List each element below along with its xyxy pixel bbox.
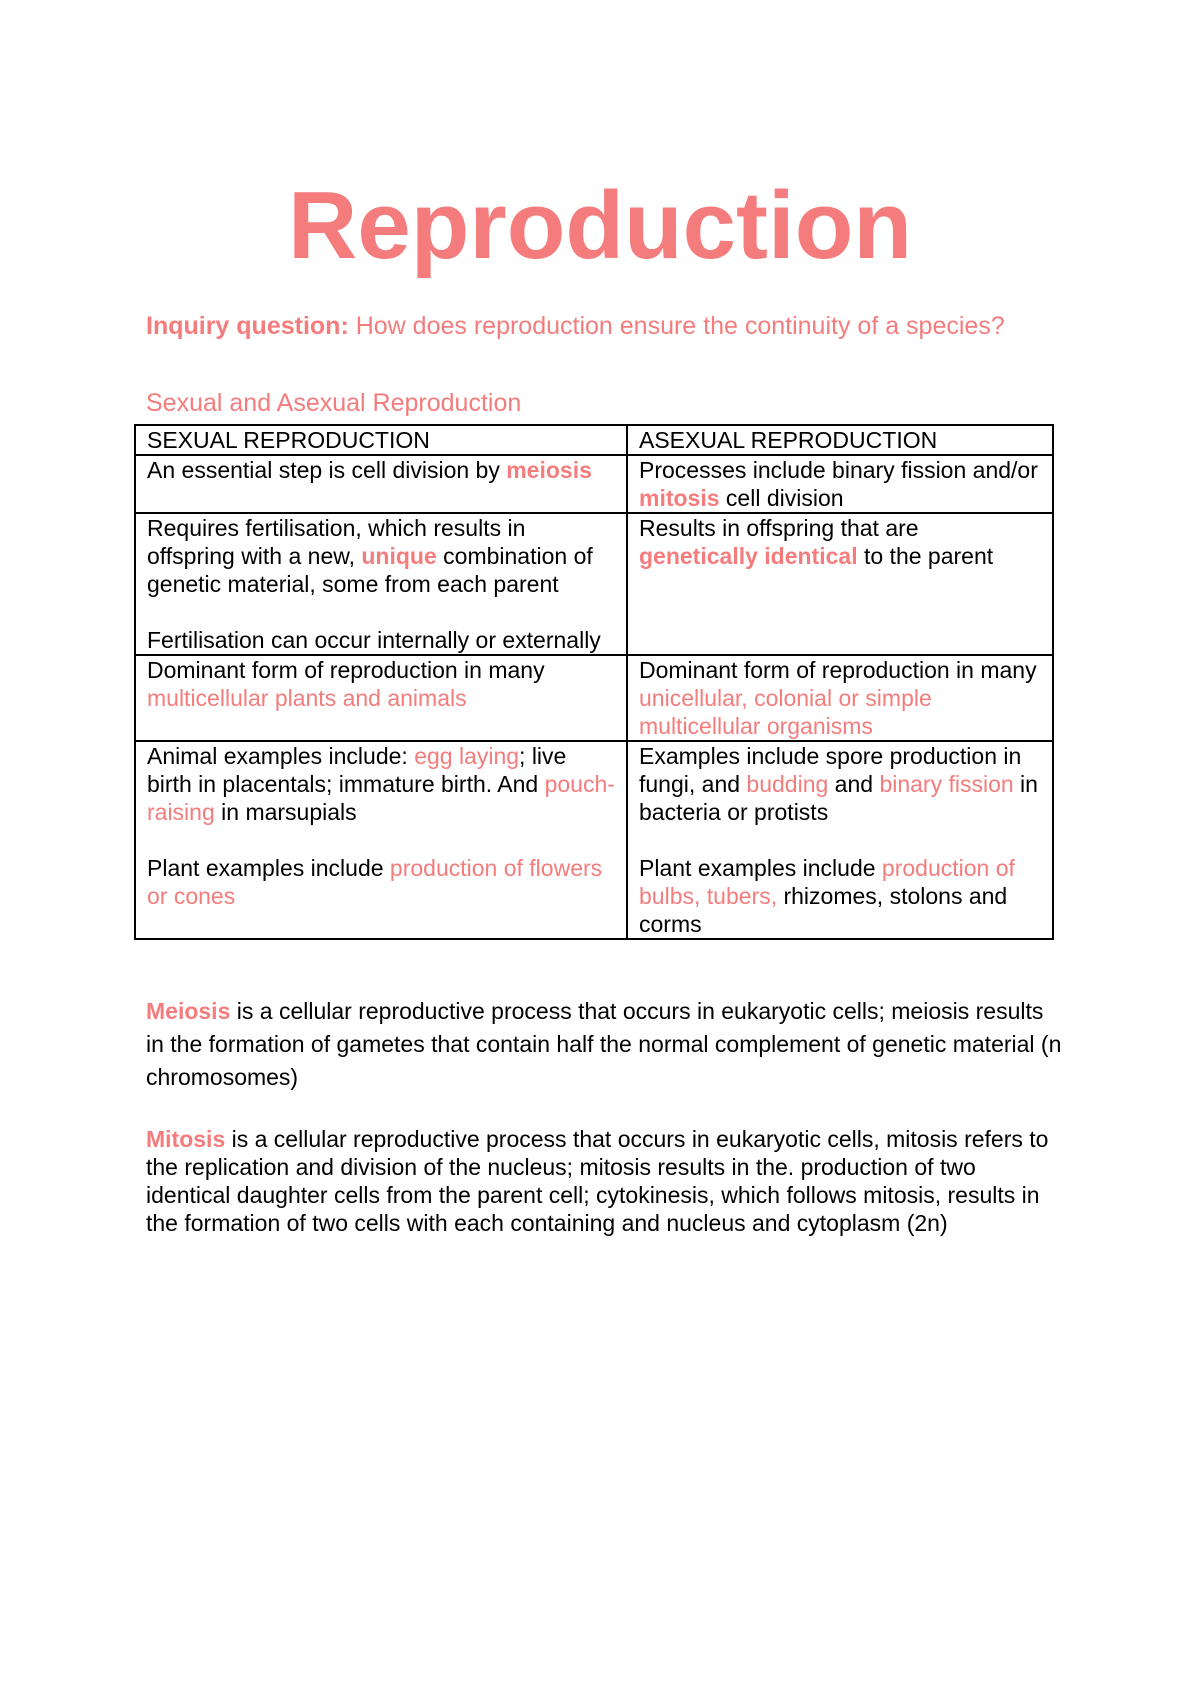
spacer (639, 826, 1042, 854)
table-header-row (135, 425, 1053, 455)
cell-text: An essential step is cell division by (147, 457, 507, 483)
mitosis-term: Mitosis (146, 1126, 226, 1152)
highlight-term: pouch-raising (147, 771, 615, 825)
inquiry-text: How does reproduction ensure the continuity of a species? (348, 312, 1005, 340)
cell-paragraph (639, 854, 1042, 938)
header-asexual: ASEXUAL REPRODUCTION (627, 425, 1053, 455)
page-title: Reproduction (288, 172, 912, 279)
inquiry-label: Inquiry question: (146, 312, 349, 340)
highlight-term: unicellular, colonial or simple multicellular organisms (639, 685, 932, 739)
cell-text: Examples include spore production in fungi, and (639, 743, 1022, 797)
cell-text: to the parent (857, 543, 994, 569)
cell-text: Dominant form of reproduction in many (147, 657, 545, 683)
cell-text: Plant examples include (147, 855, 390, 881)
table-row (135, 455, 1053, 513)
cell-paragraph (639, 742, 1042, 826)
meiosis-text: is a cellular reproductive process that occurs in eukaryotic cells; meiosis results in the formation of gametes that contain half the normal complement of genetic material (n chromosomes) (146, 998, 1062, 1090)
cell-text: and (828, 771, 880, 797)
table-row (135, 655, 1053, 741)
cell-text: combination of genetic material, some from each parent (147, 543, 593, 597)
cell-text: ; live birth in placentals; immature birth. And (147, 743, 567, 797)
cell-text: in bacteria or protists (639, 771, 1038, 825)
table-cell (627, 513, 1053, 655)
mitosis-text: is a cellular reproductive process that occurs in eukaryotic cells, mitosis refers to the replication and division of the nucleus; mitosis results in the. production of two identical daughter cells from the parent cell; cytokinesis, which follows mitosis, results in the formation of two cells with each containing and nucleus and cytoplasm (2n) (146, 1126, 1049, 1236)
inquiry-question (146, 308, 1046, 345)
table-cell (135, 741, 627, 939)
cell-text: Requires fertilisation, which results in offspring with a new, (147, 515, 526, 569)
cell-text: rhizomes, stolons and corms (639, 883, 1008, 937)
cell-text: in marsupials (214, 799, 357, 825)
cell-text: Animal examples include: (147, 743, 415, 769)
cell-paragraph (147, 742, 616, 826)
highlight-term: meiosis (506, 457, 592, 483)
header-sexual: SEXUAL REPRODUCTION (135, 425, 627, 455)
highlight-term: mitosis (639, 485, 720, 511)
mitosis-definition (146, 1125, 1066, 1237)
cell-paragraph (147, 854, 616, 910)
cell-text: Dominant form of reproduction in many (639, 657, 1037, 683)
spacer (147, 826, 616, 854)
highlight-term: egg laying (414, 743, 520, 769)
meiosis-definition (146, 995, 1066, 1094)
highlight-term: production of bulbs, tubers, (639, 855, 1015, 909)
table-row (135, 513, 1053, 655)
spacer (147, 598, 616, 626)
table-cell (135, 655, 627, 741)
table-cell (627, 741, 1053, 939)
cell-paragraph (147, 514, 616, 598)
cell-paragraph: Fertilisation can occur internally or externally (147, 627, 601, 653)
table-cell (627, 455, 1053, 513)
table-row (135, 741, 1053, 939)
highlight-term: genetically identical (639, 543, 858, 569)
highlight-term: binary fission (879, 771, 1014, 797)
highlight-term: unique (361, 543, 437, 569)
highlight-term: production of flowers or cones (147, 855, 603, 909)
highlight-term: budding (746, 771, 829, 797)
highlight-term: multicellular plants and animals (147, 685, 467, 711)
section-heading: Sexual and Asexual Reproduction (146, 389, 522, 417)
cell-text: Processes include binary fission and/or (639, 457, 1038, 483)
table-cell (627, 655, 1053, 741)
table-cell (135, 455, 627, 513)
table-cell (135, 513, 627, 655)
cell-text: Results in offspring that are (639, 515, 919, 541)
comparison-table (134, 424, 1054, 940)
cell-text: Plant examples include (639, 855, 882, 881)
cell-text: cell division (719, 485, 844, 511)
meiosis-term: Meiosis (146, 998, 231, 1024)
